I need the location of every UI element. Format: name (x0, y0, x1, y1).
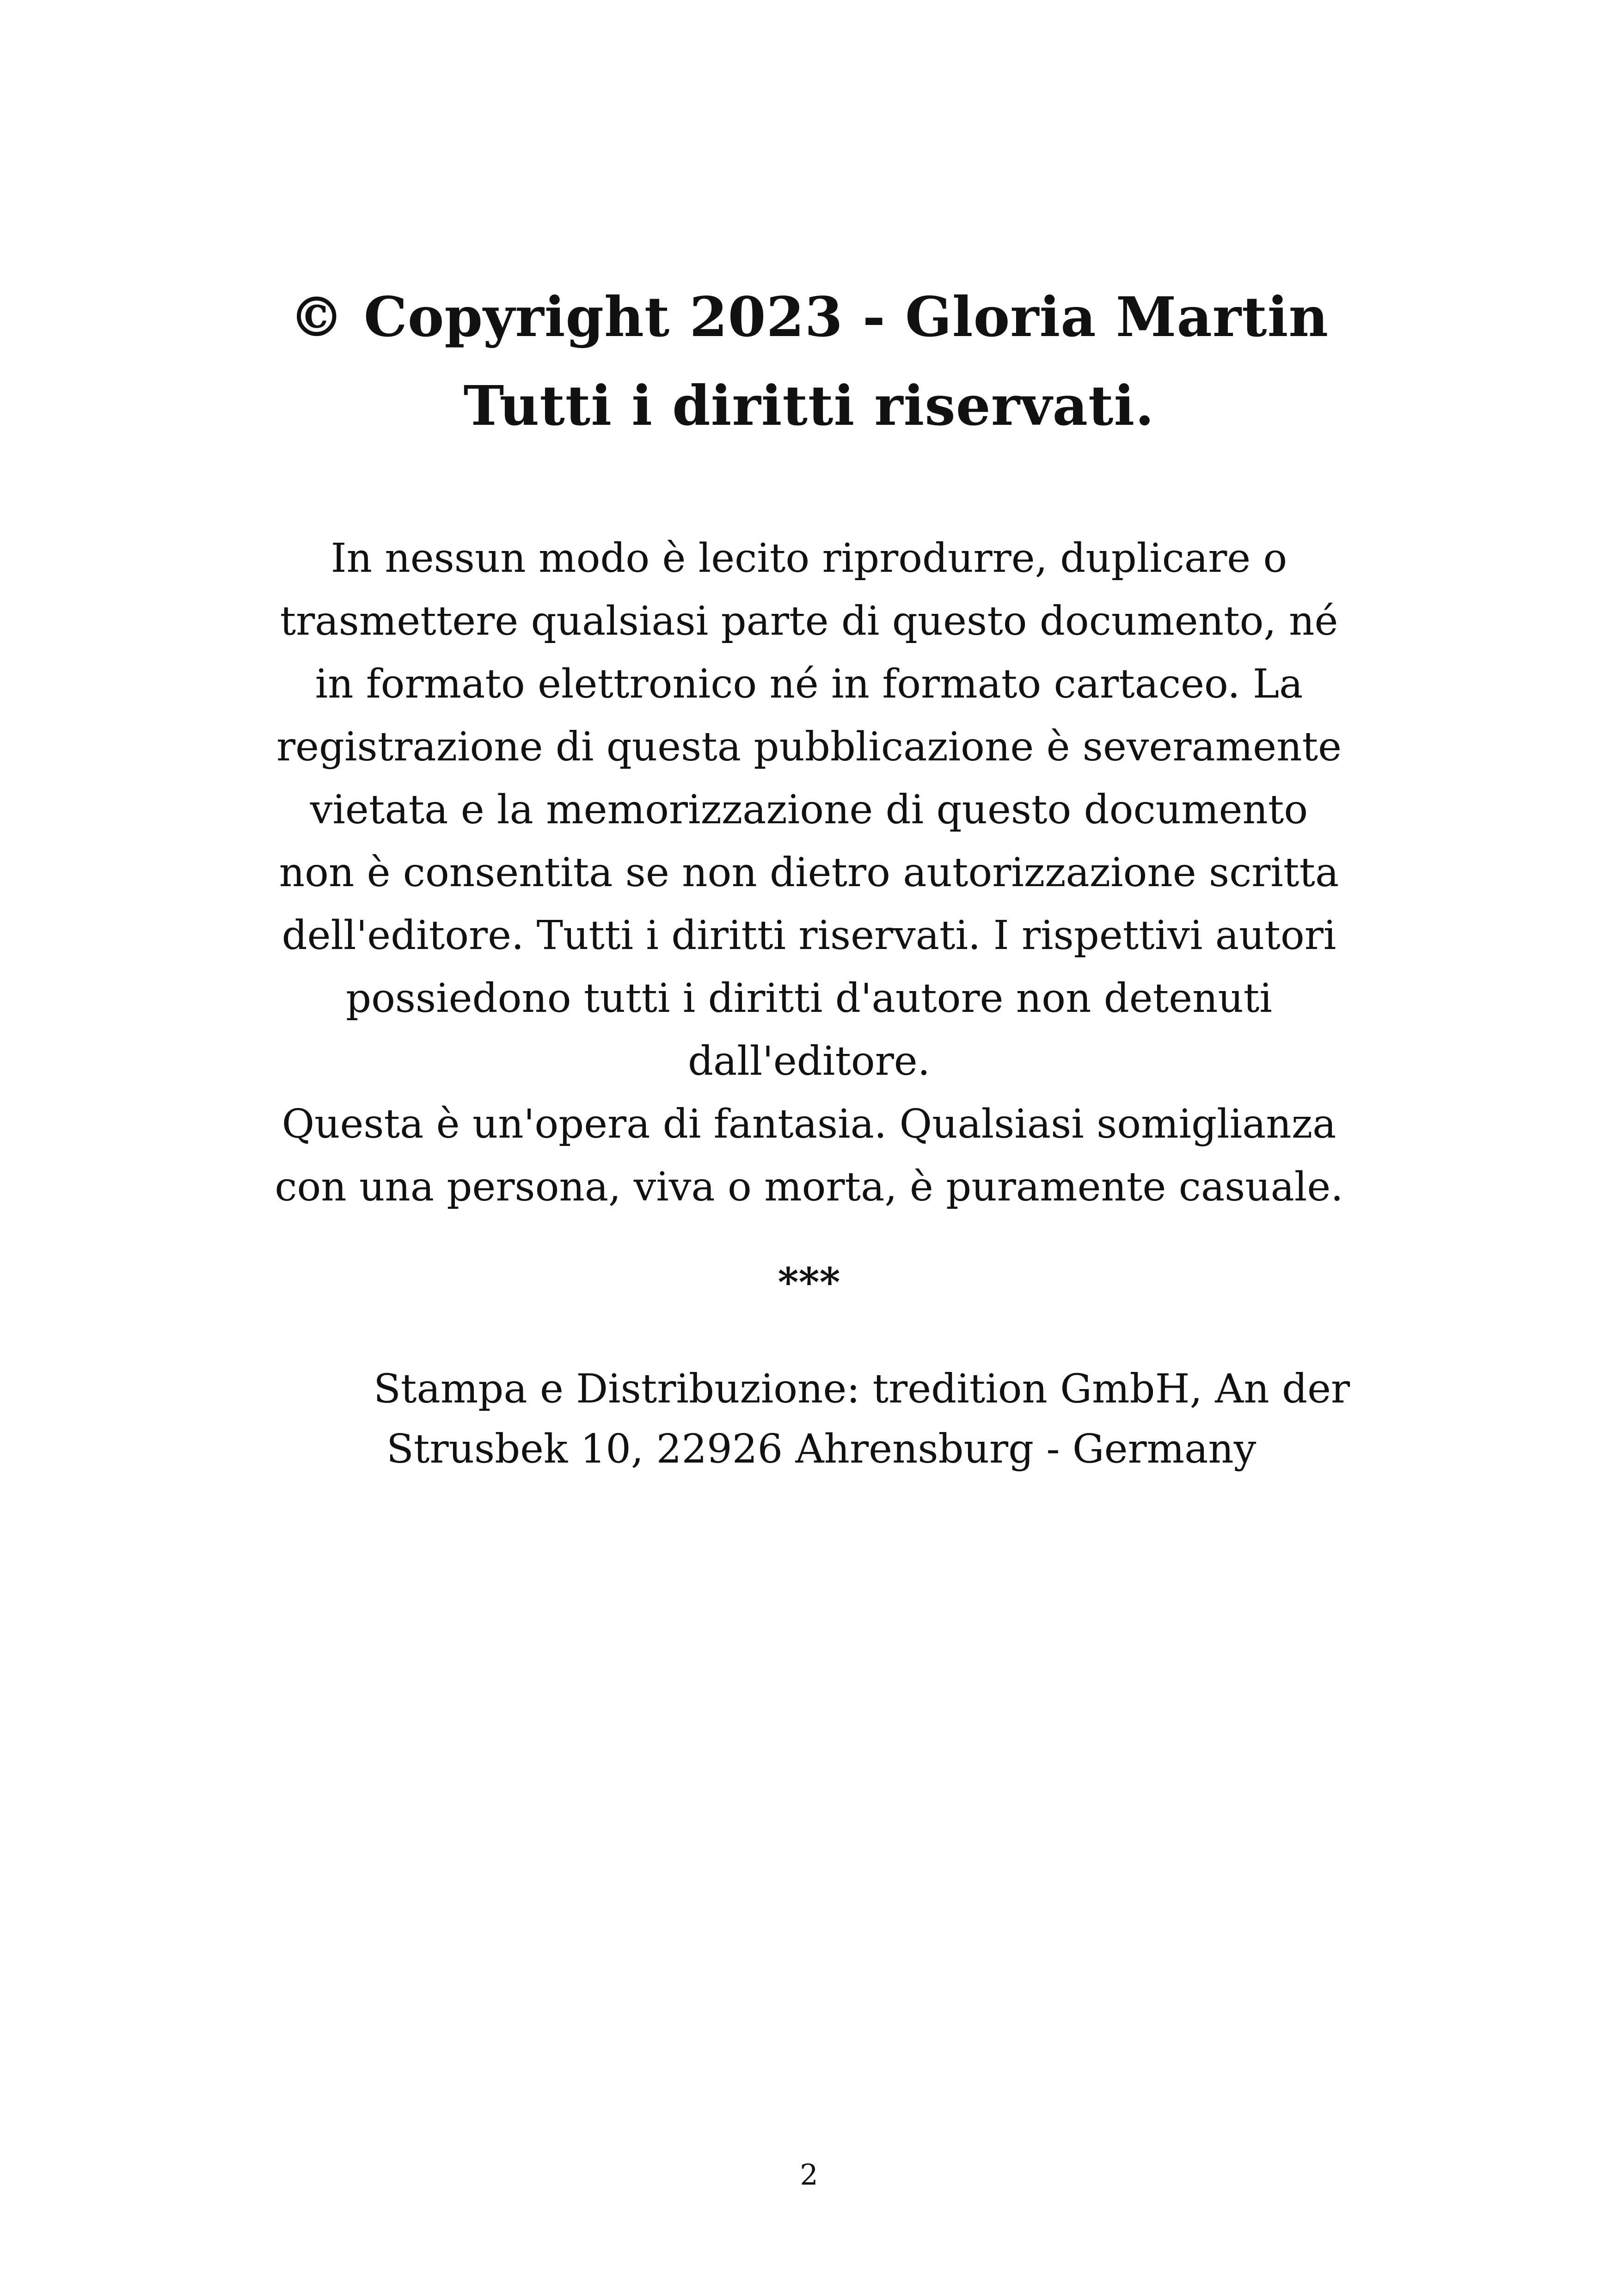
notice-line: trasmettere qualsiasi parte di questo documento, né (280, 598, 1338, 644)
notice-line: registrazione di questa pubblicazione è severamente (276, 724, 1342, 770)
section-separator: *** (778, 1259, 840, 1306)
notice-line: vietata e la memorizzazione di questo documento (310, 787, 1308, 833)
publisher-line: Stampa e Distribuzione: tredition GmbH, An der (374, 1366, 1350, 1412)
notice-line: dall'editore. (687, 1038, 931, 1084)
copyright-title (0, 273, 1618, 450)
page-number: 2 (800, 2158, 818, 2192)
fiction-disclaimer-line: Questa è un'opera di fantasia. Qualsiasi somiglianza (282, 1101, 1336, 1147)
copyright-notice (259, 527, 1359, 1218)
notice-line: In nessun modo è lecito riprodurre, duplicare o (331, 535, 1287, 582)
rights-reserved-title-line: Tutti i diritti riservati. (463, 373, 1155, 438)
notice-line: in formato elettronico né in formato cartaceo. La (315, 661, 1303, 707)
fiction-disclaimer-line: con una persona, viva o morta, è puramente casuale. (275, 1164, 1343, 1210)
notice-line: possiedono tutti i diritti d'autore non detenuti (346, 975, 1272, 1022)
notice-line: dell'editore. Tutti i diritti riservati. I rispettivi autori (282, 912, 1336, 959)
publisher-address-line: Strusbek 10, 22926 Ahrensburg - Germany (386, 1426, 1256, 1472)
copyright-title-line: © Copyright 2023 - Gloria Martin (289, 285, 1329, 349)
notice-line: non è consentita se non dietro autorizzazione scritta (279, 850, 1339, 896)
